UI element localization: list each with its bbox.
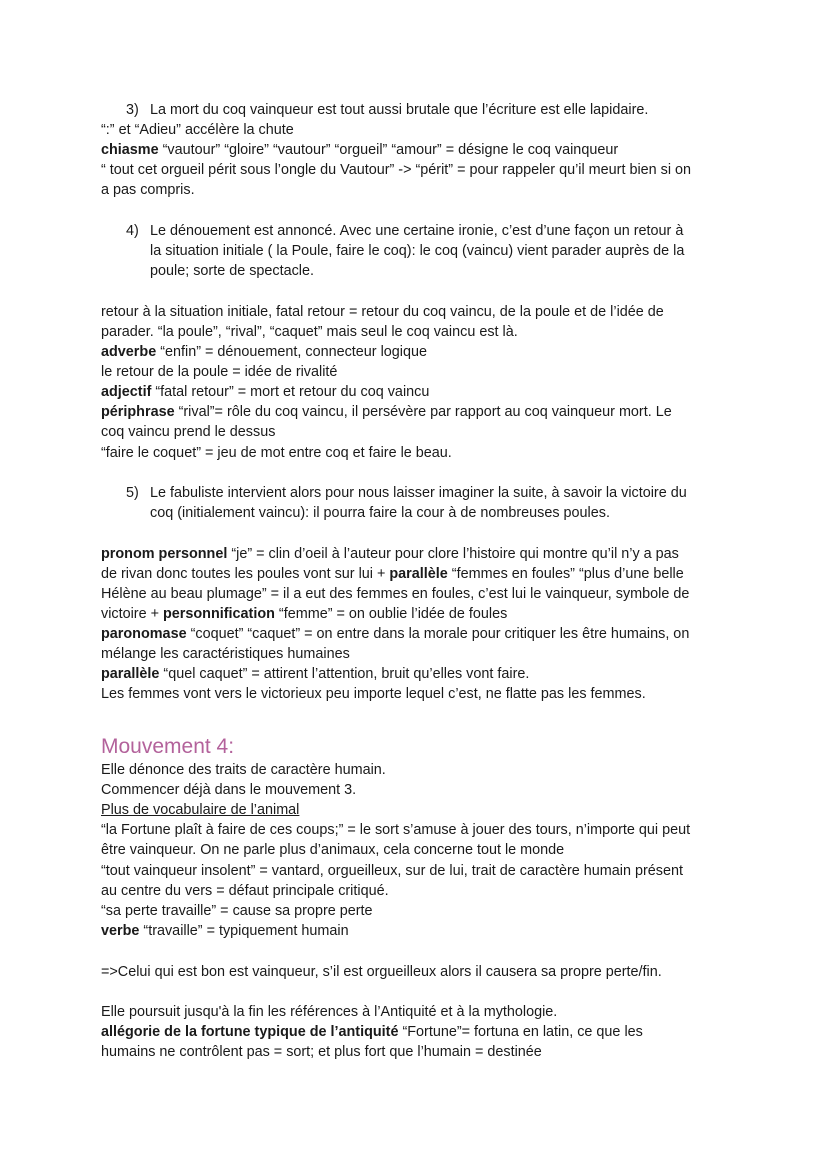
list-item-5-line-1: Le fabuliste intervient alors pour nous laisser imaginer la suite, à savoir la victoire du bbox=[150, 485, 687, 501]
pronom-text-2a: de rivan donc toutes les poules vont sur lui + bbox=[101, 566, 390, 582]
pronom-text-2b: “femmes en foules” “plus d’une belle bbox=[447, 566, 684, 582]
paragraph-perte: “sa perte travaille” = cause sa propre perte bbox=[101, 903, 373, 919]
paragraph-periphrase-line-2: coq vaincu prend le dessus bbox=[101, 424, 276, 440]
pronom-text-1: “je” = clin d’oeil à l’auteur pour clore l’histoire qui montre qu’il n’y a pas bbox=[227, 546, 679, 562]
paragraph-pronom-line-1 bbox=[101, 544, 679, 564]
paragraph-parallele bbox=[101, 664, 529, 684]
list-item-4-line-2: la situation initiale ( la Poule, faire le coq): le coq (vaincu) vient parader auprès de la bbox=[150, 243, 685, 259]
paronomase-text: “coquet” “caquet” = on entre dans la morale pour critiquer les être humains, on bbox=[186, 626, 690, 642]
pronom-text-4a: victoire + bbox=[101, 606, 163, 622]
paragraph-pronom-line-2 bbox=[101, 564, 684, 584]
verbe-text: “travaille” = typiquement humain bbox=[139, 923, 349, 939]
paragraph-chiasme bbox=[101, 140, 618, 160]
underlined-subheading-vocabulaire: Plus de vocabulaire de l’animal bbox=[101, 802, 300, 818]
paragraph-coquet: “faire le coquet” = jeu de mot entre coq et faire le beau. bbox=[101, 445, 452, 461]
term-paronomase: paronomase bbox=[101, 626, 187, 642]
paragraph-paronomase-line-2: mélange les caractéristiques humaines bbox=[101, 646, 350, 662]
section-heading-mouvement-4: Mouvement 4: bbox=[101, 735, 235, 758]
term-verbe: verbe bbox=[101, 923, 140, 939]
paragraph-allegorie-line-2: humains ne contrôlent pas = sort; et plus fort que l’humain = destinée bbox=[101, 1044, 542, 1060]
term-adjectif: adjectif bbox=[101, 384, 152, 400]
paragraph-pronom-line-3: Hélène au beau plumage” = il a eut des femmes en foules, c’est lui le vainqueur, symbole de bbox=[101, 586, 690, 602]
paragraph-femmes: Les femmes vont vers le victorieux peu importe lequel c’est, ne flatte pas les femmes. bbox=[101, 686, 646, 702]
paragraph-insolent-line-2: au centre du vers = défaut principale critiqué. bbox=[101, 883, 389, 899]
term-parallele-1: parallèle bbox=[389, 566, 448, 582]
paragraph-orgueil-line-2: a pas compris. bbox=[101, 182, 195, 198]
paragraph-chute: “:” et “Adieu” accélère la chute bbox=[101, 122, 294, 138]
paragraph-orgueil-line-1: “ tout cet orgueil périt sous l’ongle du Vautour” -> “périt” = pour rappeler qu’il meurt bien si on bbox=[101, 162, 692, 178]
list-item-4-line-3: poule; sorte de spectacle. bbox=[150, 263, 314, 279]
term-periphrase: périphrase bbox=[101, 404, 175, 420]
list-number-3: 3) bbox=[126, 102, 139, 118]
paragraph-conclusion: =>Celui qui est bon est vainqueur, s’il est orgueilleux alors il causera sa propre perte/fin. bbox=[101, 964, 662, 980]
list-number-4: 4) bbox=[126, 223, 139, 239]
term-chiasme: chiasme bbox=[101, 142, 159, 158]
paragraph-fortune-line-2: être vainqueur. On ne parle plus d’animaux, cela concerne tout le monde bbox=[101, 842, 565, 858]
paragraph-paronomase bbox=[101, 624, 689, 644]
paragraph-adverbe bbox=[101, 342, 427, 362]
paragraph-retour-line-1: retour à la situation initiale, fatal retour = retour du coq vaincu, de la poule et de l’idée de bbox=[101, 304, 664, 320]
parallele-text: “quel caquet” = attirent l’attention, bruit qu’elles vont faire. bbox=[159, 666, 530, 682]
paragraph-insolent-line-1: “tout vainqueur insolent” = vantard, orgueilleux, sur de lui, trait de caractère humain présent bbox=[101, 863, 683, 879]
paragraph-verbe bbox=[101, 921, 349, 941]
paragraph-denonce: Elle dénonce des traits de caractère humain. bbox=[101, 762, 386, 778]
adjectif-text: “fatal retour” = mort et retour du coq vaincu bbox=[151, 384, 430, 400]
paragraph-allegorie bbox=[101, 1022, 643, 1042]
term-parallele-2: parallèle bbox=[101, 666, 160, 682]
periphrase-text: “rival”= rôle du coq vaincu, il persévère par rapport au coq vainqueur mort. Le bbox=[174, 404, 672, 420]
list-item-3-text: La mort du coq vainqueur est tout aussi brutale que l’écriture est elle lapidaire. bbox=[150, 102, 649, 118]
paragraph-rivalite: le retour de la poule = idée de rivalité bbox=[101, 364, 338, 380]
paragraph-commencer: Commencer déjà dans le mouvement 3. bbox=[101, 782, 357, 798]
pronom-text-4b: “femme” = on oublie l’idée de foules bbox=[274, 606, 508, 622]
paragraph-retour-line-2: parader. “la poule”, “rival”, “caquet” mais seul le coq vaincu est là. bbox=[101, 324, 518, 340]
term-personnification: personnification bbox=[162, 606, 275, 622]
paragraph-antiquite: Elle poursuit jusqu'à la fin les références à l’Antiquité et à la mythologie. bbox=[101, 1004, 558, 1020]
paragraph-periphrase bbox=[101, 402, 672, 422]
adverbe-text: “enfin” = dénouement, connecteur logique bbox=[156, 344, 428, 360]
term-adverbe: adverbe bbox=[101, 344, 157, 360]
list-number-5: 5) bbox=[126, 485, 139, 501]
paragraph-adjectif bbox=[101, 382, 429, 402]
paragraph-pronom-line-4 bbox=[101, 604, 507, 624]
allegorie-text: “Fortune”= fortuna en latin, ce que les bbox=[398, 1024, 643, 1040]
term-allegorie: allégorie de la fortune typique de l’antiquité bbox=[101, 1024, 399, 1040]
list-item-4-line-1: Le dénouement est annoncé. Avec une certaine ironie, c’est d’une façon un retour à bbox=[150, 223, 684, 239]
paragraph-fortune-line-1: “la Fortune plaît à faire de ces coups;” = le sort s’amuse à jouer des tours, n’importe qui peut bbox=[101, 822, 691, 838]
term-pronom-personnel: pronom personnel bbox=[101, 546, 228, 562]
chiasme-text: “vautour” “gloire” “vautour” “orgueil” “amour” = désigne le coq vainqueur bbox=[158, 142, 619, 158]
list-item-5-line-2: coq (initialement vaincu): il pourra faire la cour à de nombreuses poules. bbox=[150, 505, 610, 521]
